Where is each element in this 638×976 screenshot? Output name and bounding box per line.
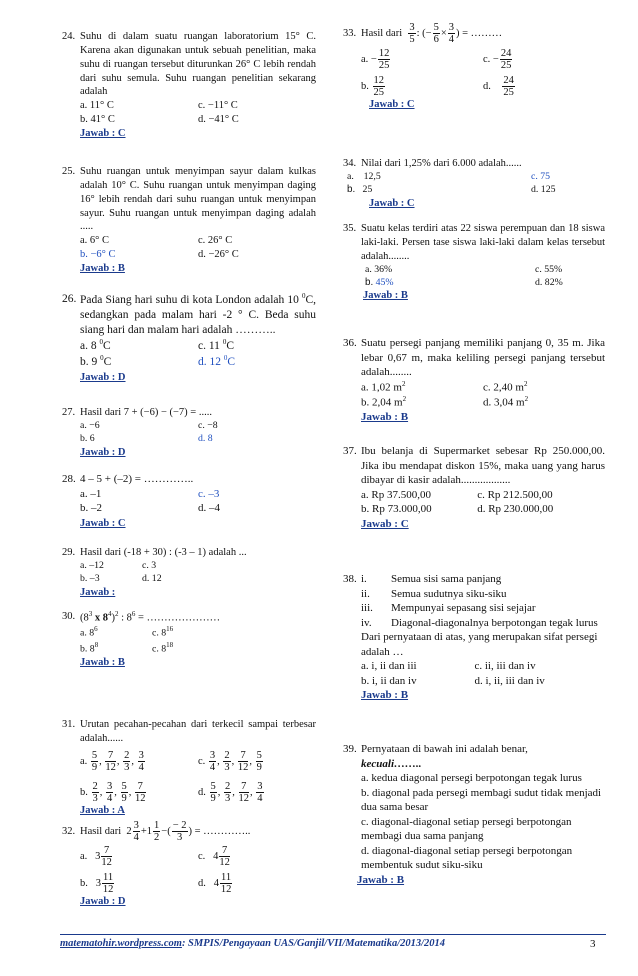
answer: Jawab : D: [80, 372, 126, 384]
option-b: b. 45%: [365, 276, 394, 288]
option-c: c. −8: [198, 419, 218, 431]
option-d: d. 12: [142, 572, 162, 584]
option-d: d. 12 $^0$C: [198, 354, 236, 369]
fraction: $\frac{- 2}{3}$: [172, 820, 187, 844]
q-number: 37.: [343, 445, 357, 457]
fraction: $\frac{7}{12}$: [237, 749, 249, 773]
option-b: b. $\frac{12}{25}$: [361, 75, 384, 99]
option-a: a. Rp 37.500,00: [361, 488, 431, 501]
option-b: b. Rp 73.000,00: [361, 503, 432, 516]
option-a: a. $\frac{5}{9}$ , $\frac{7}{12}$ , $\frac{2}{3}$ , $\frac{3}{4}$: [80, 749, 144, 773]
option-d: d. 125: [531, 183, 556, 195]
q-text: Suatu persegi panjang memiliki panjang 0, 35 m. Jika lebar 0,67 m, maka keliling persegi panjang tersebut adalah........: [361, 337, 605, 379]
option-c: c. 4 $\frac{7}{12}$: [198, 845, 230, 869]
q-text: Pada Siang hari suhu di kota London adalah 10: [80, 293, 302, 306]
question-32: [62, 820, 316, 909]
option-a: a. –1: [80, 487, 102, 500]
q-number: 34.: [343, 158, 357, 169]
q-number: 27.: [62, 407, 76, 418]
question-39: [343, 742, 605, 887]
page-footer: [60, 934, 606, 951]
question-28: [62, 472, 316, 530]
option-c: c. diagonal-diagonal setiap persegi berpotongan membagi dua sama panjang: [361, 815, 572, 843]
fraction: $\frac{5}{9}$: [121, 780, 127, 804]
answer: Jawab : C: [361, 517, 409, 530]
q-text: Ibu belanja di Supermarket sebesar Rp 250.000,00. Jika ibu mendapat diskon 15%, maka uang yang harus dibayar di kasir adalah..................: [361, 445, 605, 487]
question-34: [343, 157, 605, 211]
q-text: Pernyataan di bawah ini adalah benar,: [361, 743, 528, 755]
option-d: d. diagonal-diagonal setiap persegi berpotongan membentuk sudut siku-siku: [361, 844, 573, 872]
option-c: c. $8^{16}$: [152, 625, 174, 639]
q-number: 39.: [343, 743, 357, 755]
q-number: 26.: [62, 293, 77, 305]
option-a: a. 36%: [365, 263, 393, 275]
fraction: $\frac{5}{9}$: [91, 749, 98, 773]
option-d: d. 8: [198, 432, 213, 444]
q-text: Dari pernyataan di atas, yang merupakan sifat persegi adalah …: [361, 631, 598, 658]
option-b: b. 6: [80, 432, 95, 444]
answer: Jawab : B: [357, 873, 405, 886]
option-b: b. –3: [80, 572, 100, 584]
option-d: d. i, ii, iii dan iv: [474, 674, 545, 687]
option-b: b. –2: [80, 502, 102, 515]
option-c: c. 55%: [535, 263, 563, 275]
fraction: $\frac{3}{4}$: [209, 749, 216, 773]
option-d: d. 4 $\frac{11}{12}$: [198, 872, 232, 896]
question-38: [343, 572, 605, 703]
q-number: 29.: [62, 547, 76, 558]
question-24: [62, 30, 316, 141]
q-text-cont: C, sedangkan pada malam hari -2 ° C. Beda suhu siang hari dan malam hari adalah ………..: [80, 293, 316, 337]
degree-sup: 0: [301, 292, 306, 300]
option-b: b. $8^8$: [80, 640, 99, 654]
footer-text: : SMPIS/Pengayaan UAS/Ganjil/VII/Matematika/2013/2014: [181, 938, 446, 949]
option-a: a. 8 $^0$C: [80, 338, 111, 353]
fraction: $\frac{3}{4}$: [138, 749, 144, 773]
option-a: a. 11° C: [80, 100, 114, 112]
q-number: 28.: [62, 473, 76, 485]
fraction: $\frac{2}{3}$: [225, 780, 231, 804]
question-31: [62, 718, 316, 818]
answer: Jawab : B: [361, 689, 409, 702]
question-36: [343, 336, 605, 424]
option-d: d. Rp 230.000,00: [477, 503, 554, 516]
q-number: 38.: [343, 573, 357, 585]
option-d: d. −41° C: [198, 114, 239, 126]
fraction: $\frac{7}{12}$: [135, 780, 146, 804]
answer: Jawab : B: [363, 290, 408, 302]
option-b: b. 25: [347, 183, 373, 195]
option-b: b. i, ii dan iv: [361, 674, 417, 687]
option-c: c. −11° C: [198, 100, 238, 112]
answer: Jawab : B: [80, 656, 125, 668]
option-c: c. 26° C: [198, 235, 233, 247]
option-a: a. 12,5: [347, 170, 381, 182]
answer: Jawab : B: [80, 263, 125, 275]
option-c: c. 3: [142, 559, 157, 571]
option-b: b. diagonal pada persegi membagi sudut tidak menjadi dua sama besar: [361, 786, 602, 814]
answer: Jawab : A: [80, 804, 125, 816]
option-b: b. 9 $^0$C: [80, 354, 112, 369]
answer: Jawab : C: [80, 128, 126, 140]
q-number: 33.: [343, 27, 357, 39]
option-d: d. –4: [198, 502, 220, 515]
answer: Jawab : D: [80, 896, 126, 908]
fraction: $\frac{5}{9}$: [210, 780, 216, 804]
q-text: ($8^3$ x $8^4)^2$ : $8^6$ = …………………: [80, 610, 221, 624]
question-27: [62, 406, 316, 460]
fraction: $\frac{5}{9}$: [256, 749, 262, 773]
fraction: $\frac{3}{4}$: [133, 820, 139, 844]
q-number: 30.: [62, 611, 76, 622]
option-a: a. $8^6$: [80, 625, 98, 639]
fraction: $\frac{3}{4}$: [107, 780, 113, 804]
fraction: $\frac{2}{3}$: [224, 749, 230, 773]
q-number: 31.: [62, 719, 76, 730]
q-number: 36.: [343, 337, 357, 349]
statement-list: i. Semua sisi sama panjang ii. Semua sudutnya siku-siku iii. Mempunyai sepasang sisi sejajar iv. Diagonal-diagonalnya berpotongan tegak lurus: [361, 573, 598, 629]
option-a: a. kedua diagonal persegi berpotongan tegak lurus: [361, 772, 582, 785]
question-26: [62, 292, 316, 386]
q-number: 25.: [62, 166, 76, 177]
question-25: [62, 165, 316, 276]
question-35: [343, 222, 605, 303]
answer: Jawab : C: [369, 99, 415, 111]
q-text: 4 – 5 + (–2) = …………..: [80, 473, 194, 485]
fraction: $\frac{2}{3}$: [92, 780, 98, 804]
fraction: $\frac{3}{4}$: [257, 780, 263, 804]
fraction: $\frac{1}{2}$: [154, 820, 160, 844]
option-d: d. −26° C: [198, 249, 239, 261]
option-b: b. −6° C: [80, 249, 116, 261]
q-text: Suhu ruangan untuk menyimpan sayur dalam kulkas adalah 10° C. Suhu ruangan untuk menyimpan daging 16° lebih rendah dari suhu ruangan untuk menyimpan sayur. Suhu ruangan untuk menyimpan daging adalah .....: [80, 166, 316, 233]
option-a: a. –12: [80, 559, 104, 571]
q-expression: Hasil dari 2 $\frac{3}{4}$ +1 $\frac{1}{2}$ −( $\frac{- 2}{3}$ ) = …………..: [80, 820, 251, 844]
question-37: [343, 444, 605, 531]
footer-site: matematohir.wordpress.com: [60, 938, 182, 949]
option-d: d. 82%: [535, 276, 563, 288]
fraction: $\frac{7}{12}$: [105, 749, 116, 773]
page-number: 3: [590, 938, 596, 950]
option-d: d. $\frac{5}{9}$ , $\frac{2}{3}$ , $\frac{7}{12}$ , $\frac{3}{4}$: [198, 780, 263, 804]
question-33: [343, 22, 605, 112]
option-c: c. 75: [531, 170, 551, 182]
option-a: a. i, ii dan iii: [361, 660, 417, 673]
question-29: [62, 546, 316, 600]
option-c: c. 2,40 $m^2$: [483, 379, 528, 394]
option-a: a. 6° C: [80, 235, 109, 247]
option-a: a. 1,02 $m^2$: [361, 379, 406, 394]
answer: Jawab : C: [80, 517, 126, 529]
option-c: c. ii, iii dan iv: [474, 660, 536, 673]
option-c: c. 11 $^0$C: [198, 338, 234, 353]
option-c: c. –3: [198, 487, 220, 500]
option-a: a. − $\frac{12}{25}$: [361, 48, 390, 72]
option-a: a. 3 $\frac{7}{12}$: [80, 845, 112, 869]
option-d: c. $8^{18}$: [152, 640, 174, 654]
fraction: $\frac{7}{12}$: [238, 780, 249, 804]
question-30: [62, 610, 316, 670]
fraction: $\frac{2}{3}$: [124, 749, 130, 773]
q-number: 35.: [343, 223, 357, 234]
answer: Jawab : B: [361, 410, 409, 423]
q-text: Urutan pecahan-pecahan dari terkecil sampai terbesar adalah......: [80, 719, 316, 744]
option-a: a. −6: [80, 419, 100, 431]
option-b: b. $\frac{2}{3}$ , $\frac{3}{4}$ , $\frac{5}{9}$ , $\frac{7}{12}$: [80, 780, 146, 804]
q-keyword: kecuali……..: [361, 757, 422, 770]
q-text: Hasil dari (-18 + 30) : (-3 – 1) adalah ...: [80, 547, 247, 558]
option-b: b. 2,04 $m^2$: [361, 394, 407, 409]
option-c: c. $\frac{3}{4}$ , $\frac{2}{3}$ , $\frac{7}{12}$ , $\frac{5}{9}$: [198, 749, 262, 773]
answer: Jawab : C: [369, 197, 415, 209]
answer: Jawab : D: [80, 446, 126, 458]
option-c: c. Rp 212.500,00: [477, 488, 553, 501]
q-number: 24.: [62, 31, 76, 42]
option-b: b. 41° C: [80, 114, 115, 126]
option-d: d. $\frac{24}{25}$: [483, 75, 514, 99]
q-text: Suatu kelas terdiri atas 22 siswa perempuan dan 18 siswa laki-laki. Persen tase siswa laki-laki dalam kelas tersebut adalah........: [361, 223, 605, 262]
q-expression: Hasil dari $\frac{3}{5}$ : (− $\frac{5}{6}$ × $\frac{3}{4}$ ) = ………: [361, 22, 503, 46]
option-b: b. 3 $\frac{11}{12}$: [80, 872, 114, 896]
q-number: 32.: [62, 825, 76, 837]
q-text: Suhu di dalam suatu ruangan laboratorium 15° C. Karena akan digunakan untuk sebuah penelitian, maka suhu di ruangan tersebut diturunkan 26° C lebih rendah dari suhu semula. Suhu ruangan penelitian sekarang adalah: [80, 31, 316, 98]
option-d: d. 3,04 $m^2$: [483, 394, 529, 409]
q-text: Hasil dari 7 + (−6) − (−7) = .....: [80, 407, 212, 418]
answer: Jawab :: [80, 586, 116, 598]
q-text: Nilai dari 1,25% dari 6.000 adalah......: [361, 158, 522, 169]
option-c: c. − $\frac{24}{25}$: [483, 48, 512, 72]
